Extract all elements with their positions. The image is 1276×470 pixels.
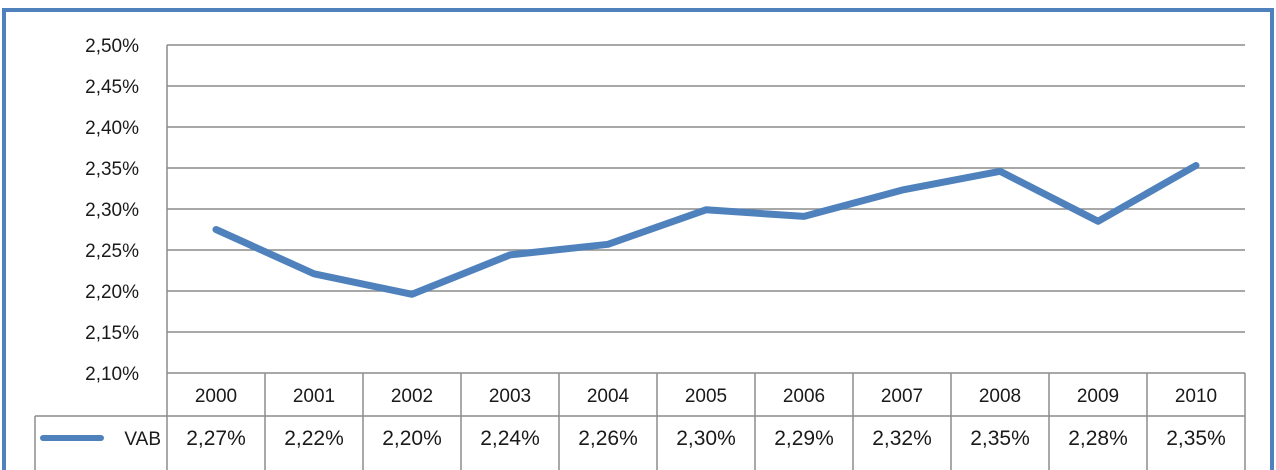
data-table-value: 2,27%: [186, 427, 246, 450]
data-table-value: 2,32%: [872, 427, 932, 450]
y-tick-label: 2,40%: [85, 118, 139, 139]
y-tick-label: 2,25%: [85, 241, 139, 262]
x-tick-label: 2009: [1076, 386, 1120, 407]
data-table-value: 2,24%: [480, 427, 540, 450]
y-tick-label: 2,20%: [85, 282, 139, 303]
y-tick-label: 2,15%: [85, 323, 139, 344]
series-layer: [216, 165, 1196, 294]
data-table-value: 2,29%: [774, 427, 834, 450]
data-table-value: 2,20%: [382, 427, 442, 450]
x-tick-label: 2003: [488, 386, 532, 407]
x-tick-label: 2007: [880, 386, 924, 407]
y-tick-label: 2,30%: [85, 200, 139, 221]
y-axis-tick-labels: [85, 36, 139, 385]
data-table-value: 2,22%: [284, 427, 344, 450]
x-tick-label: 2002: [390, 386, 434, 407]
data-table-value: 2,26%: [578, 427, 638, 450]
x-tick-label: 2001: [292, 386, 336, 407]
y-tick-label: 2,45%: [85, 77, 139, 98]
data-table-value: 2,35%: [970, 427, 1030, 450]
data-table-value: 2,30%: [676, 427, 736, 450]
x-tick-label: 2008: [978, 386, 1022, 407]
x-tick-label: 2010: [1174, 386, 1218, 407]
x-tick-label: 2000: [194, 386, 238, 407]
x-tick-label: 2006: [782, 386, 826, 407]
y-tick-label: 2,35%: [85, 159, 139, 180]
data-table-value: 2,35%: [1166, 427, 1226, 450]
y-tick-label: 2,50%: [85, 36, 139, 57]
x-tick-label: 2004: [586, 386, 630, 407]
x-tick-label: 2005: [684, 386, 728, 407]
legend-series-name: VAB: [124, 429, 161, 450]
data-table-value: 2,28%: [1068, 427, 1128, 450]
series-line-vab: [216, 166, 1196, 295]
y-tick-label: 2,10%: [85, 364, 139, 385]
data-table: [35, 45, 1245, 470]
